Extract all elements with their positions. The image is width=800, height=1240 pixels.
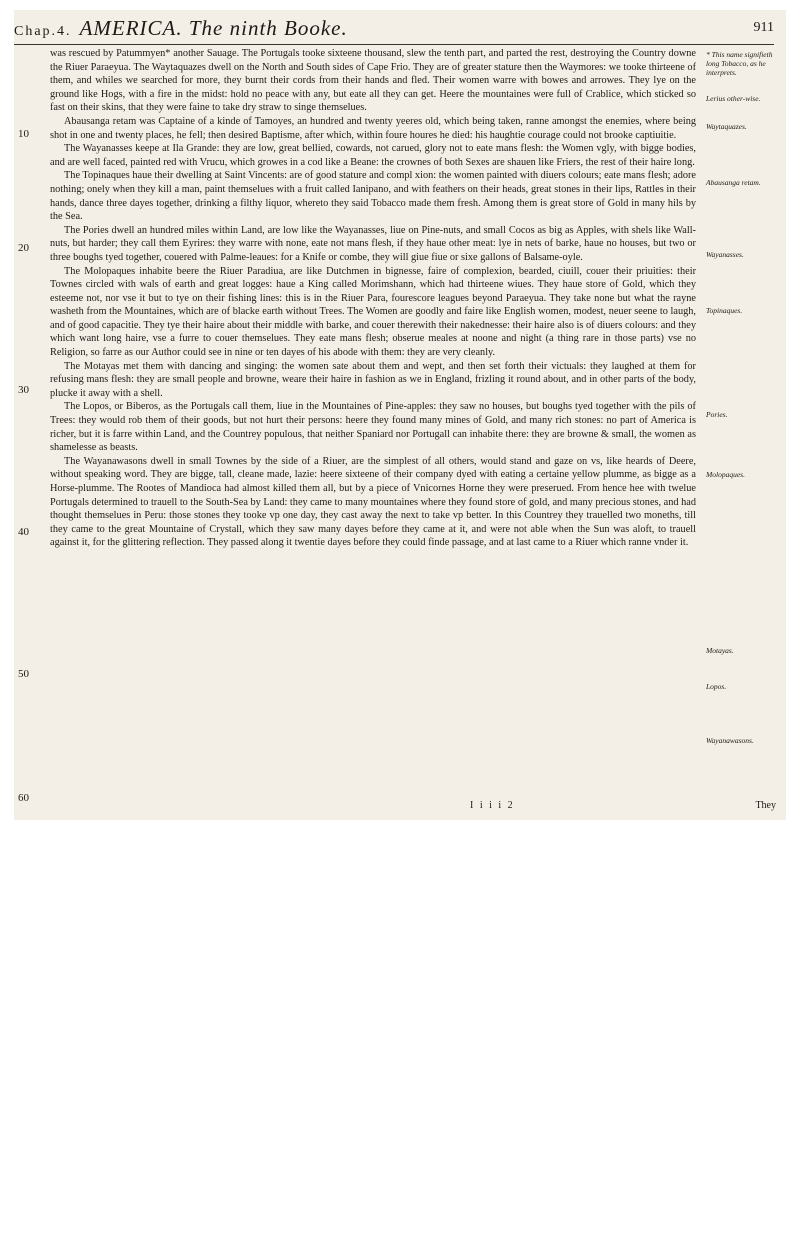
paragraph: The Lopos, or Biberos, as the Portugals call them, liue in the Mountaines of Pine-apples: they saw no houses, but boughs tyed together with the pils of Trees: they would rob them of their goods, but not hurt their persons: heere they found many mines of Gold, and many rich stones: no part of America is richer, but it is farre within Land, and the Countrey populous, that neither Spaniard nor Portugall can inhabite there: they are browne & small, the women as shamelesse as beasts.	[50, 401, 696, 454]
paragraph: The Molopaques inhabite beere the Riuer Paradiua, are like Dutchmen in bignesse, faire of complexion, bearded, ciuill, couer their priuities: their Townes circled with wals of earth and great logges: haue a King called Morimshann, which had thirteene wiues. They haue store of Gold, which they esteeme not, nor vse it but to tye on their fishing lines: this is in the Riuer Para, fourescore leagues beyond Paraeyua. They take none but what the rayne washeth from the Mountaines, which are of blacke earth without Trees. The Women are goodly and faire like English women, modest, neuer seene to laugh, and of good capacitie. They tye their haire about their middle with barke, and couer therewith their nakednesse: their haire also is of diuers colours: and they which want long haire, vse a furre to couer themselues. They eate mans flesh; obserue meales at noone and night (a thing rare in those parts) vse no Religion, so farre as our Author could see in nine or ten dayes of his abode with them: they are very cleanly.	[50, 265, 696, 359]
margin-note: Lerius other-wise.	[706, 94, 761, 103]
paragraph: The Motayas met them with dancing and singing: the women sate about them and wept, and then set forth their victuals: they laughed at them for refusing mans flesh: they are small people and browne, weare their haire in fashion as we in England, frizling it round about, and in other parts of the body, plucke it away with a shell.	[50, 360, 696, 399]
line-number: 20	[18, 242, 29, 254]
paragraph: The Wayanawasons dwell in small Townes by the side of a Riuer, are the simplest of all others, would stand and gaze on vs, like heards of Deere, without speaking word. They are bigge, tall, cleane made, lazie: heere sixteene of their company dyed with eating a certaine yellow plumme, as bigge as a Horse-plumme. The Rootes of Mandioca had almost killed them all, but by a piece of Vnicornes Horne they were preserued. From hence hee with twelue Portugals determined to trauell to the South-Sea by Land: they came to many mountaines where they found store of gold, and many precious stones, and had thought themselues in Peru: those stones they tooke vp one day, they cast away the next to take vp better. In this Countrey they trauelled two moneths, till they came to the great Mountaine of Crystall, which they saw many dayes before they came at it, and were not able when the Sun was aloft, to trauell against it, for the glittering reflection. They passed along it twentie dayes before they could finde passage, and at last came to a Riuer which ranne vnder it.	[50, 455, 696, 549]
margin-note: Topinaques.	[706, 306, 743, 315]
margin-note: Waytaquazes.	[706, 122, 747, 131]
paragraph: was rescued by Patummyen* another Sauage. The Portugals tooke sixteene thousand, slew the tenth part, and parted the rest, destroying the Country downe the Riuer Paraeyua. The Waytaquazes dwell on the North and South sides of Cape Frio. They are of greater stature then the Waymores: we tooke thirteene of them, and whiles we searched for more, they burnt their cords from their hands and fled. Their women warre with bowes and arrowes. They lye on the ground like Hogs, with a fire in the midst: hold no peace with any, but eate all they can get. Heere the mountaines were full of Crablice, which sticked so fast on their skins, that they were faine to take dry straw to singe themselues.	[50, 48, 696, 114]
margin-note: Pories.	[706, 410, 728, 419]
line-number: 30	[18, 384, 29, 396]
line-number: 40	[18, 526, 29, 538]
running-head	[14, 16, 348, 41]
page-number: 911	[753, 20, 774, 35]
page-header	[14, 14, 780, 42]
margin-note: Wayanasses.	[706, 250, 744, 259]
catchword: They	[755, 800, 776, 811]
book-title: AMERICA. The ninth Booke.	[79, 16, 348, 40]
paragraph: Abausanga retam was Captaine of a kinde of Tamoyes, an hundred and twenty yeeres old, which being taken, ranne amongst the enemies, where being shot in one and twenty places, he fell; then desired Baptisme, after which, within foure houres he died: his haughtie courage could not brooke captiuitie.	[50, 115, 696, 141]
margin-note: Abausanga retam.	[706, 178, 761, 187]
margin-note: Wayanawasons.	[706, 736, 754, 745]
chapter-label: Chap.4.	[14, 24, 72, 39]
paragraph: The Wayanasses keepe at Ila Grande: they are low, great bellied, cowards, not carued, glory not to eate mans flesh: the Women vgly, with bigge bodies, and are well faced, painted red with Vrucu, which growes in a cod like a Beane: the crownes of both Sexes are shauen like Friers, the rest of their haire long.	[50, 143, 696, 168]
body-text	[50, 47, 696, 550]
paragraph: The Pories dwell an hundred miles within Land, are low like the Wayanasses, liue on Pine-nuts, and small Cocos as big as Apples, with shels like Wall-nuts, but harder; they call them Eyrires: they warre with none, eate not mans flesh, if they haue other meat: lye in nets of barke, haue no houses, but two or three boughs tyed together, couered with Palme-leaues: for a Knife or combe, they will giue fiue or sixe gallons of Balsame-oyle.	[50, 224, 696, 263]
line-number: 50	[18, 668, 29, 680]
margin-note: Lopos.	[706, 682, 727, 691]
line-number: 10	[18, 128, 29, 140]
paragraph: The Topinaques haue their dwelling at Saint Vincents: are of good stature and compl xion: the women painted with diuers colours; eate mans flesh; adore nothing; onely when they kill a man, paint themselues with a fruit called Ianipano, and with feathers on their heads, great stones in their lips, Rattles in their hands, dance three dayes together, drinking a filthy liquor, whereto they said Tobacco made them fresh. Among them is great store of Gold in many hils by the Sea.	[50, 170, 696, 223]
margin-note: Molopaques.	[706, 470, 745, 479]
line-number: 60	[18, 792, 29, 804]
header-rule	[14, 44, 774, 45]
signature-mark: I i i i 2	[470, 800, 515, 811]
margin-note: Motayas.	[706, 646, 734, 655]
margin-note: * This name signifieth long Tobacco, as he interprets.	[706, 50, 773, 77]
